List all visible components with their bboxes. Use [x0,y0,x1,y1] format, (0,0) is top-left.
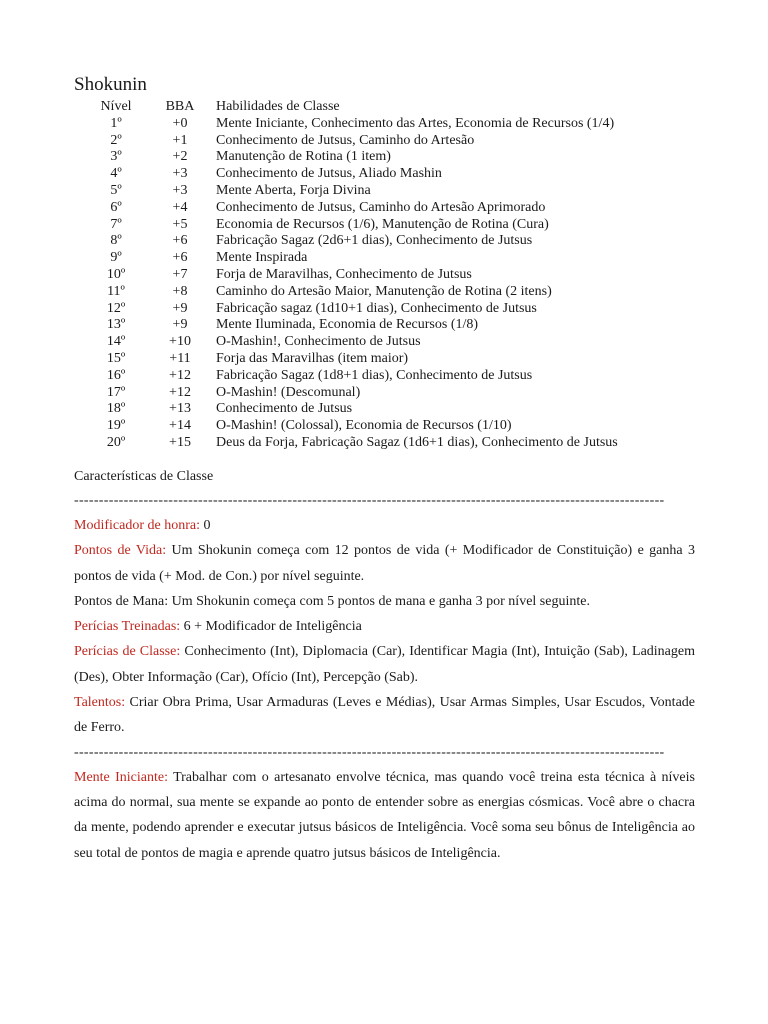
bba-cell: +13 [169,401,191,417]
level-cell: 9º [110,250,122,266]
bba-cell: +7 [172,266,188,282]
level-cell: 3º [110,149,122,165]
abilities-cell: Economia de Recursos (1/6), Manutenção de Rotina (Cura) [216,216,549,232]
bba-cell: +4 [172,199,188,215]
table-row [80,368,618,385]
table-row [80,418,618,435]
level-cell: 14º [106,334,126,350]
bba-cell: +3 [172,166,188,182]
class-features-section [74,465,695,866]
abilities-cell: Conhecimento de Jutsus, Caminho do Artesão [216,132,475,148]
table-row [80,284,618,301]
abilities-cell: O-Mashin! (Colossal), Economia de Recursos (1/10) [216,418,512,434]
table-row [80,334,618,351]
bba-cell: +11 [169,350,191,366]
bba-cell: +9 [172,300,188,316]
table-row [80,435,618,452]
honor-modifier-value: 0 [199,518,211,533]
hit-points-text: Um Shokunin começa com 12 pontos de vida (+ Modificador de Constituição) e ganha 3 pontos de vida (+ Mod. de Con.) por nível seguinte. [74,543,695,584]
hit-points-paragraph [74,538,695,589]
abilities-cell: Mente Inspirada [216,250,308,266]
talents-text: Criar Obra Prima, Usar Armaduras (Leves e Médias), Usar Armas Simples, Usar Escudos, Vontade de Ferro. [74,695,695,736]
level-cell: 20º [106,434,126,450]
abilities-cell: Forja das Maravilhas (item maior) [216,350,409,366]
bba-cell: +12 [169,384,191,400]
level-cell: 7º [110,216,122,232]
abilities-cell: Deus da Forja, Fabricação Sagaz (1d6+1 dias), Conhecimento de Jutsus [216,434,618,450]
abilities-cell: O-Mashin!, Conhecimento de Jutsus [216,334,421,350]
table-row [80,267,618,284]
level-cell: 8º [110,233,122,249]
table-row [80,149,618,166]
trained-skills-text: 6 + Modificador de Inteligência [180,619,362,635]
beginner-mind-paragraph [74,765,695,866]
hit-points-label: Pontos de Vida: [74,543,167,559]
column-header-bba: BBA [165,99,195,114]
level-cell: 2º [110,132,122,148]
level-cell: 18º [106,401,126,417]
bba-cell: +14 [169,418,191,434]
abilities-cell: Conhecimento de Jutsus [216,401,353,417]
table-row [80,217,618,234]
level-cell: 6º [110,199,122,215]
abilities-cell: Caminho do Artesão Maior, Manutenção de Rotina (2 itens) [216,283,552,299]
level-cell: 17º [106,384,126,400]
bba-cell: +2 [172,149,188,165]
abilities-cell: O-Mashin! (Descomunal) [216,384,361,400]
mana-points-paragraph: Pontos de Mana: Um Shokunin começa com 5 pontos de mana e ganha 3 por nível seguinte. [74,593,590,609]
level-cell: 13º [106,317,126,333]
trained-skills-label: Perícias Treinadas: [74,619,181,635]
table-row [80,385,618,402]
bba-cell: +6 [172,233,188,249]
table-row [80,250,618,267]
abilities-cell: Conhecimento de Jutsus, Caminho do Artesão Aprimorado [216,199,546,215]
table-row [80,166,618,183]
talents-paragraph [74,690,695,741]
honor-modifier-line [74,513,695,538]
level-cell: 16º [106,367,126,383]
section-heading: Características de Classe [74,469,214,484]
abilities-cell: Mente Iluminada, Economia de Recursos (1/8) [216,317,479,333]
trained-skills-line [74,614,695,639]
table-row [80,183,618,200]
abilities-cell: Fabricação Sagaz (1d8+1 dias), Conhecimento de Jutsus [216,367,533,383]
bba-cell: +1 [172,132,188,148]
table-row [80,301,618,318]
beginner-mind-text: Trabalhar com o artesanato envolve técnica, mas quando você treina esta técnica à níveis acima do normal, sua mente se expande ao ponto de entender sobre as energias cósmicas. Você abre o chacra da mente, podendo aprender e executar jutsus básicos de Inteligência. Você soma seu bônus de Inteligência ao seu total de pontos de magia e aprende quatro jutsus básicos de Inteligência. [74,769,695,861]
table-row [80,200,618,217]
bba-cell: +8 [172,283,188,299]
column-header-abilities: Habilidades de Classe [216,99,340,114]
talents-label: Talentos: [74,695,126,711]
bba-cell: +6 [172,250,188,266]
table-row [80,233,618,250]
bba-cell: +5 [172,216,188,232]
table-row [80,351,618,368]
abilities-cell: Forja de Maravilhas, Conhecimento de Jutsus [216,266,472,282]
table-header-row [80,99,618,116]
table-row [80,133,618,150]
level-cell: 15º [106,350,126,366]
dashed-separator: ----------------------------------------------------------------------------------------------------------------------- [74,744,665,760]
level-cell: 12º [106,300,126,316]
page-title: Shokunin [74,74,147,95]
abilities-cell: Fabricação Sagaz (2d6+1 dias), Conhecimento de Jutsus [216,233,533,249]
level-cell: 1º [110,115,122,131]
bba-cell: +3 [172,182,188,198]
abilities-cell: Mente Iniciante, Conhecimento das Artes, Economia de Recursos (1/4) [216,115,615,131]
column-header-level: Nível [100,99,132,114]
bba-cell: +15 [169,434,191,450]
level-cell: 11º [107,283,125,299]
level-cell: 19º [106,418,126,434]
bba-cell: +10 [169,334,191,350]
class-skills-label: Perícias de Classe: [74,644,181,660]
table-row [80,116,618,133]
level-cell: 10º [106,266,126,282]
class-progression-table [80,99,618,452]
beginner-mind-label: Mente Iniciante: [74,769,168,785]
abilities-cell: Manutenção de Rotina (1 item) [216,149,391,165]
bba-cell: +9 [172,317,188,333]
table-row [80,317,618,334]
bba-cell: +0 [172,115,188,131]
bba-cell: +12 [169,367,191,383]
level-cell: 4º [110,166,122,182]
abilities-cell: Fabricação sagaz (1d10+1 dias), Conhecimento de Jutsus [216,300,537,316]
level-cell: 5º [110,182,122,198]
table-row [80,401,618,418]
class-skills-paragraph [74,639,695,690]
dashed-separator: ----------------------------------------------------------------------------------------------------------------------- [74,493,665,508]
abilities-cell: Mente Aberta, Forja Divina [216,182,371,198]
abilities-cell: Conhecimento de Jutsus, Aliado Mashin [216,166,442,182]
class-skills-text: Conhecimento (Int), Diplomacia (Car), Identificar Magia (Int), Intuição (Sab), Ladinagem (Des), Obter Informação (Car), Ofício (Int), Percepção (Sab). [74,644,695,685]
honor-modifier-label: Modificador de honra: [74,518,200,533]
